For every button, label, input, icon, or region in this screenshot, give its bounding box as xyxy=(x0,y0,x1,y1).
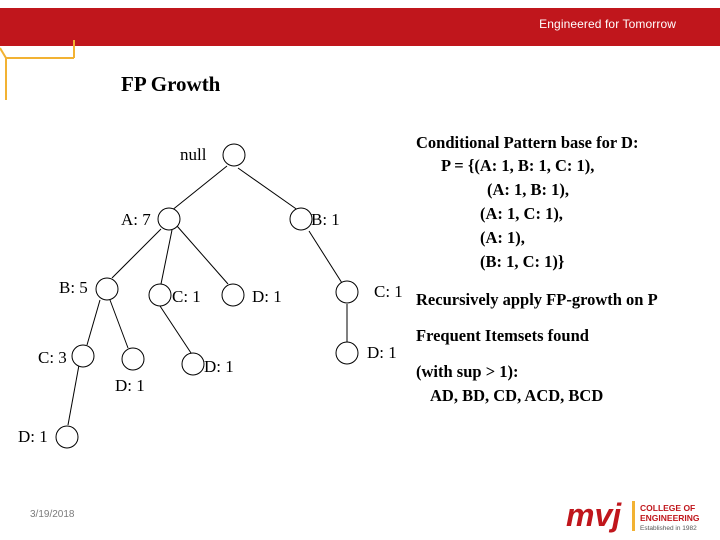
node-label-c1: C: 1 xyxy=(172,287,201,306)
edge xyxy=(238,168,302,213)
node-label-d1-c: D: 1 xyxy=(115,376,145,395)
edge xyxy=(110,300,128,348)
node-label-d1-e: D: 1 xyxy=(18,427,48,446)
node-label-d1-b: D: 1 xyxy=(367,343,397,362)
conditional-line: (A: 1), xyxy=(480,228,525,247)
edge xyxy=(68,365,79,425)
recursive-note: Recursively apply FP-growth on P xyxy=(416,290,658,309)
tree-node-d1 xyxy=(222,284,244,306)
conditional-line: (B: 1, C: 1)} xyxy=(480,252,565,271)
frequent-heading: Frequent Itemsets found xyxy=(416,326,589,345)
slide-date: 3/19/2018 xyxy=(30,509,75,520)
node-label-a7: A: 7 xyxy=(121,210,151,229)
frequent-result: AD, BD, CD, ACD, BCD xyxy=(430,386,604,405)
support-note: (with sup > 1): xyxy=(416,362,519,381)
tree-node-d1-d xyxy=(182,353,204,375)
node-label-b1: B: 1 xyxy=(311,210,340,229)
logo-line-1: COLLEGE OF xyxy=(640,503,696,513)
tree-node-b5 xyxy=(96,278,118,300)
node-label-d1-d: D: 1 xyxy=(204,357,234,376)
tree-node-d1-e xyxy=(56,426,78,448)
node-label-d1: D: 1 xyxy=(252,287,282,306)
conditional-line: (A: 1, C: 1), xyxy=(480,204,563,223)
tree-node-c1 xyxy=(149,284,171,306)
conditional-heading: Conditional Pattern base for D: xyxy=(416,133,639,152)
edge xyxy=(309,231,342,283)
node-label-null: null xyxy=(180,145,207,164)
edge xyxy=(177,226,228,284)
edge xyxy=(161,230,172,284)
slide-title: FP Growth xyxy=(121,72,221,96)
tree-node-c1-b xyxy=(336,281,358,303)
logo-mark: mvj xyxy=(566,498,622,533)
tree-nodes xyxy=(56,144,358,448)
node-label-b5: B: 5 xyxy=(59,278,88,297)
tree-node-d1-c xyxy=(122,348,144,370)
edge xyxy=(171,166,227,211)
tree-node-d1-b xyxy=(336,342,358,364)
tree-node-b1 xyxy=(290,208,312,230)
edge xyxy=(87,300,100,345)
tree-node-c3 xyxy=(72,345,94,367)
edge xyxy=(160,306,193,356)
college-logo xyxy=(566,498,718,538)
edge xyxy=(112,229,161,278)
conditional-line: (A: 1, B: 1), xyxy=(487,180,570,199)
node-label-c3: C: 3 xyxy=(38,348,67,367)
logo-line-2: ENGINEERING xyxy=(640,513,700,523)
header-tagline: Engineered for Tomorrow xyxy=(539,17,676,31)
node-label-c1-b: C: 1 xyxy=(374,282,403,301)
tree-node-a7 xyxy=(158,208,180,230)
logo-line-3: Established in 1982 xyxy=(640,525,697,532)
tree-node-null xyxy=(223,144,245,166)
conditional-line: P = {(A: 1, B: 1, C: 1), xyxy=(441,156,595,175)
